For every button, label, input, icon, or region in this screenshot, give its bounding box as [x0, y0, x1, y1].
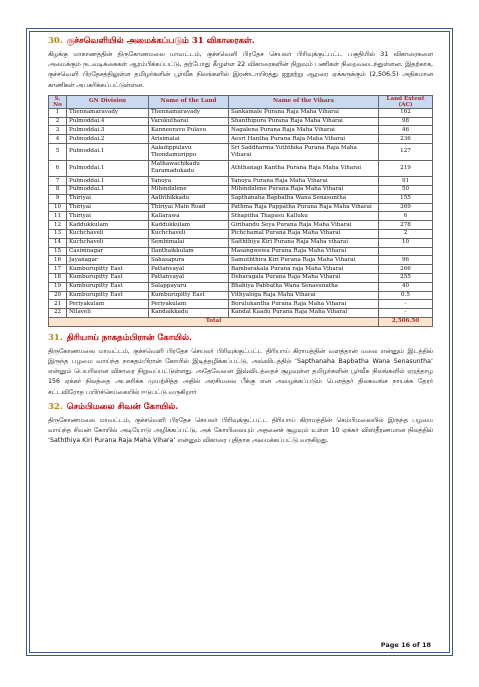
table-row [49, 291, 433, 300]
cell-sno: 9 [49, 194, 67, 203]
table-total-row [49, 317, 433, 326]
cell-sno: 19 [49, 282, 67, 291]
col-header-land-extent: Land Extent (AC) [379, 95, 433, 108]
cell-land-name: Sahasapura [149, 256, 229, 265]
cell-vihara-name: Pathma Raja Pappatha Purana Raja Maha Viharai [229, 203, 379, 212]
table-body [49, 108, 433, 317]
cell-sno: 12 [49, 221, 67, 230]
cell-land-name: Periyakulam [149, 300, 229, 309]
cell-sno: 21 [49, 300, 67, 309]
total-value: 2,506.50 [379, 317, 433, 326]
cell-land-extent: - [379, 300, 433, 309]
cell-land-name: Pattanvayal [149, 273, 229, 282]
cell-vihara-name: Girihandu Seya Purana Raja Maha Viharai [229, 221, 379, 230]
table-row [49, 135, 433, 144]
cell-vihara-name: Samuththira Kiri Purana Raja Maha Viharai [229, 256, 379, 265]
table-row [49, 212, 433, 221]
cell-vihara-name: Aththanagi Kantha Purana Raja Maha Viharai [229, 160, 379, 177]
cell-sno: 17 [49, 265, 67, 274]
cell-sno: 14 [49, 238, 67, 247]
cell-gn-division: Kumburupitty East [67, 265, 149, 274]
table-row [49, 256, 433, 265]
cell-land-extent: 96 [379, 256, 433, 265]
cell-gn-division: Thiriyai [67, 203, 149, 212]
section-32-paragraph: திருகோணமலை மாவட்டம், குச்சவெளி பிரதேச செயலர் பிரிவுக்குட்பட்ட திரியாய் கிராமத்தின் செம்பிமலையில் இருந்த பழமை வாய்ந்த சிவன் கோயில் அடியோடு அழிக்கப்பட்டு, அக் கோயிலையும் அதனைச் சூழவும் உள்ள 10 ஏக்கர் விஸ்தீரணமான நிலத்தில் ‘Saththiya Kiri Purana Raja Maha Vihara’ என்னும் விகாரை புதிதாக அமைக்கப்பட்டு வருகிறது. [48, 416, 433, 445]
cell-land-extent: 46 [379, 126, 433, 135]
cell-land-name: Pattanvayal [149, 265, 229, 274]
cell-sno: 8 [49, 185, 67, 194]
table-row [49, 108, 433, 117]
cell-land-name: Varukutharai [149, 117, 229, 126]
page-footer [381, 641, 431, 649]
cell-land-extent: - [379, 309, 433, 318]
cell-land-extent: 162 [379, 108, 433, 117]
section-31-paragraph: திருகோணமலை மாவட்டம், குச்சவெளி பிரதேச செயலர் பிரிவுக்குட்பட்ட திரியாய் கிராமத்தின் வளத்தான் மலை என்னும் இடத்தில் இருந்த பழமை வாய்ந்த நாகதம்பிரான் கோயில் இடித்தழிக்கப்பட்டு, அவ்விடத்தில் ‘Sapthanaha Bapbatha Wana Senasuntha’ என்னும் பெயரிலான விகாரை நிறுவப்பட்டுள்ளது. அதேவேளை இவ்விடத்தைச் சூழவுள்ள தமிழர்களின் பூர்வீக நிலங்களில் ஏறத்தாழ 156 ஏக்கர் நிலத்தை அபகரிக்க முயற்சித்த அதில் அரசிமலை பீக்கு என அழைக்கப்படும் பௌத்தர் திலகவங்ச நாயக்க தேரர் சட்டவிரோத பயிர்ச்செய்கையில் ஈடுபட்டு வருகிறார் [48, 347, 433, 396]
cell-land-extent [379, 247, 433, 256]
table-row [49, 177, 433, 186]
table-row [49, 265, 433, 274]
cell-vihara-name: Kandal Kaadu Purana Raja Maha Viharai [229, 309, 379, 318]
cell-gn-division: Kaddukkulam [67, 221, 149, 230]
cell-gn-division: Pulmoddai.1 [67, 160, 149, 177]
cell-gn-division: Pulmoddai.1 [67, 185, 149, 194]
cell-vihara-name: Sankamale Purana Raja Maha Viharai [229, 108, 379, 117]
cell-vihara-name: Masangwewa Purana Raja Maha Viharai [229, 247, 379, 256]
cell-sno: 22 [49, 309, 67, 318]
table-row [49, 309, 433, 318]
cell-gn-division: Pulmoddai.3 [67, 126, 149, 135]
cell-gn-division: Thennamaravady [67, 108, 149, 117]
cell-gn-division: Pulmoddai.4 [67, 117, 149, 126]
cell-land-name: Thiriyai Main Road [149, 203, 229, 212]
cell-land-extent: 278 [379, 221, 433, 230]
cell-land-extent: 127 [379, 144, 433, 161]
table-row [49, 238, 433, 247]
table-row [49, 282, 433, 291]
section-32-title: செம்பிமலை சிவன் கோயில். [66, 401, 179, 412]
cell-vihara-name: Vithyaloga Raja Maha Viharai [229, 291, 379, 300]
total-label: Total [49, 317, 379, 326]
cell-sno: 10 [49, 203, 67, 212]
cell-land-extent: 155 [379, 194, 433, 203]
cell-vihara-name: Bambarakala Purana raja Maha Viharai [229, 265, 379, 274]
cell-land-name: Kandaikkadu [149, 309, 229, 318]
cell-vihara-name: Yanoya Purana Raja Maha Viharai [229, 177, 379, 186]
section-32-number: 32. [48, 401, 63, 412]
cell-sno: 3 [49, 126, 67, 135]
cell-land-name: Thennamaravady [149, 108, 229, 117]
cell-gn-division: Pulmoddai.1 [67, 177, 149, 186]
section-31-title: திரியாய் நாகதம்பிரான் கோயில். [66, 332, 193, 343]
table-row [49, 221, 433, 230]
table-row [49, 126, 433, 135]
table-row [49, 247, 433, 256]
col-header-gn-division: GN Division [67, 95, 149, 108]
cell-land-extent: 219 [379, 160, 433, 177]
cell-sno: 6 [49, 160, 67, 177]
cell-sno: 13 [49, 229, 67, 238]
section-32-heading [48, 402, 433, 413]
col-header-land-name: Name of the Land [149, 95, 229, 108]
cell-land-extent: 2 [379, 229, 433, 238]
cell-land-name: Kumburupitty East [149, 291, 229, 300]
table-row [49, 203, 433, 212]
cell-land-name: Salappayaru [149, 282, 229, 291]
cell-land-extent: 266 [379, 265, 433, 274]
page-number: Page 16 of 18 [380, 641, 431, 649]
cell-land-name: Ilanthaikkulam [149, 247, 229, 256]
cell-vihara-name: Sapthanaha Bapbatha Wana Senasuntha [229, 194, 379, 203]
cell-gn-division: Thiriyai [67, 212, 149, 221]
cell-land-extent: 40 [379, 282, 433, 291]
table-row [49, 160, 433, 177]
table-row [49, 185, 433, 194]
cell-gn-division: Kumburupitty East [67, 273, 149, 282]
cell-sno: 1 [49, 108, 67, 117]
cell-land-name: Mihindulene [149, 185, 229, 194]
cell-land-extent: 0.5 [379, 291, 433, 300]
col-header-vihara-name: Name of the Vihara [229, 95, 379, 108]
cell-land-extent: 255 [379, 273, 433, 282]
table-row [49, 144, 433, 161]
cell-land-name: Kallarawa [149, 212, 229, 221]
cell-sno: 4 [49, 135, 67, 144]
cell-land-extent: 369 [379, 203, 433, 212]
section-30-title: குச்சவெளியில் அமைக்கப்படும் 31 விகாரைகள். [66, 36, 255, 46]
cell-gn-division: Pulmoddai.2 [67, 135, 149, 144]
cell-vihara-name: Mihindulene Purana Raja Maha Viharai [229, 185, 379, 194]
cell-gn-division: Jayanagar [67, 256, 149, 265]
cell-land-name: Yanoya [149, 177, 229, 186]
col-header-sno: S. No [49, 95, 67, 108]
cell-vihara-name: Borulukantha Purana Raja Maha Viharai [229, 300, 379, 309]
table-row [49, 273, 433, 282]
cell-sno: 7 [49, 177, 67, 186]
cell-gn-division: Casimnagar [67, 247, 149, 256]
cell-vihara-name: Bhahiya Pabbatha Wana Senasunatha [229, 282, 379, 291]
cell-gn-division: Nilaveli [67, 309, 149, 318]
cell-land-name: Kuchchaveli [149, 229, 229, 238]
cell-gn-division: Thiriyai [67, 194, 149, 203]
cell-land-name: Aaladippulavu Thondamurippu [149, 144, 229, 161]
section-31-heading [48, 333, 433, 344]
cell-gn-division: Pulmoddai.1 [67, 144, 149, 161]
cell-vihara-name: Aesri Hantha Purana Raja Maha Viharai [229, 135, 379, 144]
cell-gn-division: Kumburupitty East [67, 282, 149, 291]
cell-land-extent: 236 [379, 135, 433, 144]
section-30-heading [48, 36, 433, 47]
cell-land-extent: 98 [379, 117, 433, 126]
cell-land-name: Aaththikkadu [149, 194, 229, 203]
cell-land-extent: 10 [379, 238, 433, 247]
table-header-row [49, 95, 433, 108]
cell-vihara-name: Shanthipura Purana Raja Maha Viharai [229, 117, 379, 126]
cell-sno: 16 [49, 256, 67, 265]
cell-vihara-name: Nagalena Purana Raja Maha Viharai [229, 126, 379, 135]
cell-vihara-name: Sri Saddharma Yuththika Purana Raja Maha Viharai [229, 144, 379, 161]
section-30-number: 30. [48, 36, 63, 46]
cell-gn-division: Kuchchaveli [67, 229, 149, 238]
cell-land-extent: 50 [379, 185, 433, 194]
cell-land-name: Mathawachikadu Earamadukadu [149, 160, 229, 177]
cell-land-extent: 91 [379, 177, 433, 186]
cell-vihara-name: Sthapitha Thapasu Kalluku [229, 212, 379, 221]
cell-sno: 15 [49, 247, 67, 256]
cell-sno: 5 [49, 144, 67, 161]
vihara-table [48, 95, 433, 327]
section-30-paragraph: கிழக்கு மாகாணத்தின் திருகோணமலை மாவட்டம், குச்சவெளி பிரதேச செயலர் பிரிவுக்குட்பட்ட பகுதியில் 31 விகாரைகளை அமைக்கும் நடவடிக்கைகள் ஆரம்பிக்கப்பட்டு, தற்போது கீழுள்ள 22 விகாரைகளின் நிறுவும் பணிகள் நிறைவடைந்துள்ளன. இதற்காக, குச்சவெளி பிரதேசத்திலுள்ள தமிழர்களின் பூர்வீக நிலங்களில் இரண்டாயிரத்து ஐநூற்று ஆறரை ஏக்கருக்கும் (2,506.5) அதிகமான காணிகள் அபகரிக்கப்பட்டுள்ளன. [48, 51, 433, 89]
cell-land-name: Kaddukkulam [149, 221, 229, 230]
cell-gn-division: Kumburupitty East [67, 291, 149, 300]
table-row [49, 117, 433, 126]
cell-land-name: Sembimalai [149, 238, 229, 247]
cell-gn-division: Periyakulam [67, 300, 149, 309]
cell-land-name: Kanneeravu Pulavu [149, 126, 229, 135]
cell-gn-division: Kuchchaveli [67, 238, 149, 247]
document-content [48, 36, 433, 450]
cell-sno: 20 [49, 291, 67, 300]
cell-vihara-name: Pichchamal Purana Raja Maha Viharai [229, 229, 379, 238]
table-row [49, 300, 433, 309]
cell-land-extent: 6 [379, 212, 433, 221]
table-row [49, 229, 433, 238]
section-31-number: 31. [48, 332, 63, 343]
cell-sno: 11 [49, 212, 67, 221]
cell-vihara-name: Debaragala Purana Raja Maha Viharai [229, 273, 379, 282]
cell-sno: 18 [49, 273, 67, 282]
cell-sno: 2 [49, 117, 67, 126]
cell-vihara-name: Saiththiya Kiri Purana Raja Maha viharai [229, 238, 379, 247]
cell-land-name: Arisimalai [149, 135, 229, 144]
table-row [49, 194, 433, 203]
